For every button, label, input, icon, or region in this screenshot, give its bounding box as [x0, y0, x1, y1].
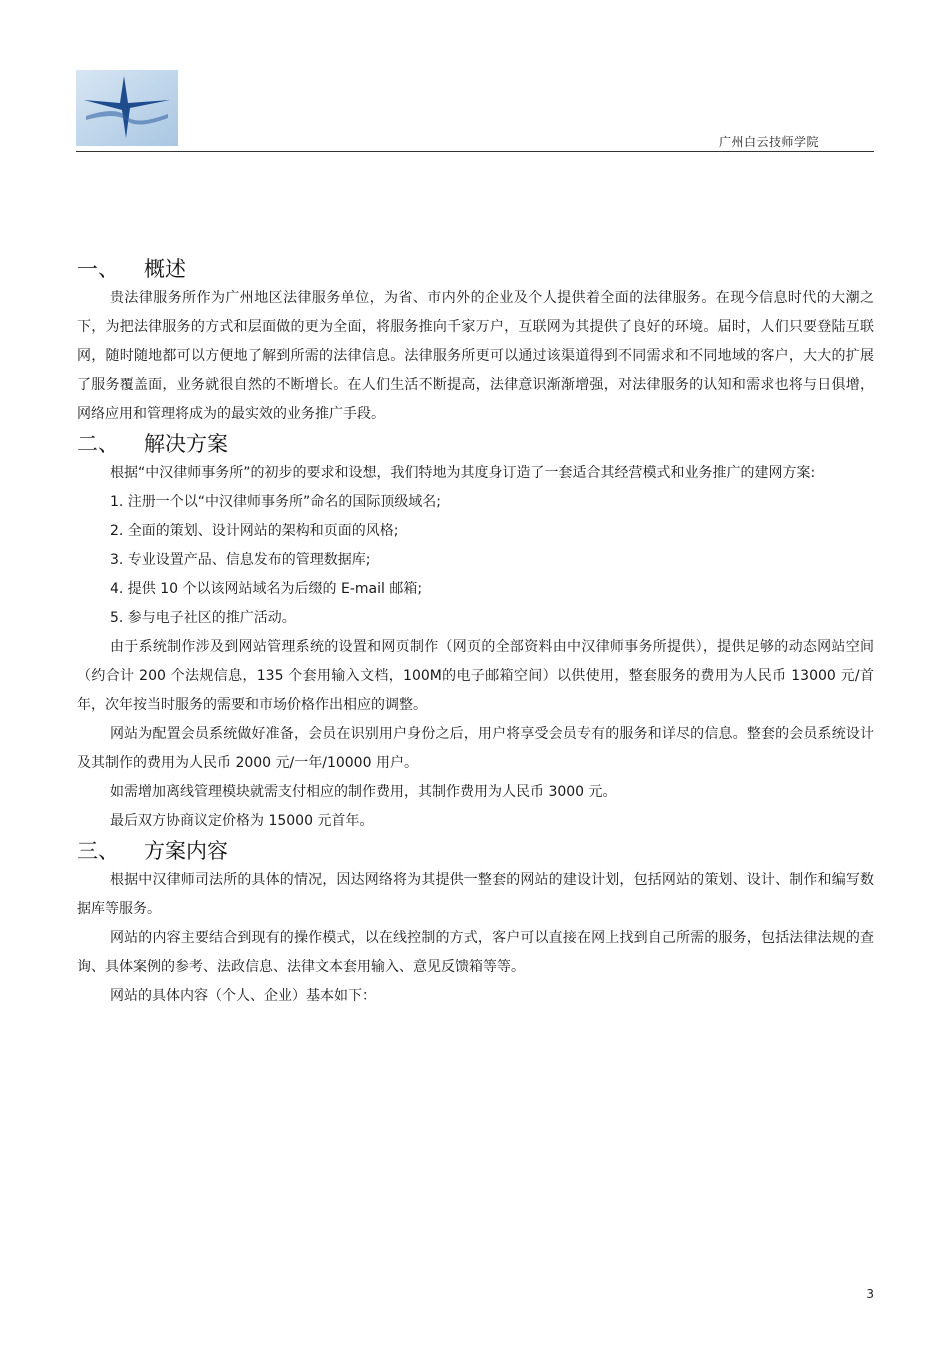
section-title: 概述: [144, 257, 186, 281]
page-number: 3: [866, 1287, 874, 1301]
paragraph: 最后双方协商议定价格为 15000 元首年。: [110, 813, 374, 829]
paragraph: 如需增加离线管理模块就需支付相应的制作费用，其制作费用为人民币 3000 元。: [110, 784, 617, 800]
section-number: 二、: [77, 432, 119, 456]
paragraph: 网站为配置会员系统做好准备，会员在识别用户身份之后，用户将享受会员专有的服务和详尽的信息。整套的会员系统设计及其制作的费用为人民币 2000 元/一年/10000 用户。: [77, 726, 874, 771]
paragraph: 网站的具体内容（个人、企业）基本如下：: [110, 988, 376, 1004]
paragraph: 贵法律服务所作为广州地区法律服务单位，为省、市内外的企业及个人提供着全面的法律服务。在现今信息时代的大潮之下，为把法律服务的方式和层面做的更为全面，将服务推向千家万户，互联网为其提供了良好的环境。届时，人们只要登陆互联网，随时随地都可以方便地了解到所需的法律信息。法律服务所更可以通过该渠道得到不同需求和不同地域的客户，大大的扩展了服务覆盖面，业务就很自然的不断增长。在人们生活不断提高，法律意识渐渐增强，对法律服务的认知和需求也将与日俱增，网络应用和管理将成为的最实效的业务推广手段。: [77, 290, 874, 422]
list-item: 5. 参与电子社区的推广活动。: [110, 610, 296, 626]
star-cross-logo-icon: [76, 70, 178, 146]
list-item: 2. 全面的策划、设计网站的架构和页面的风格;: [110, 523, 399, 539]
section-number: 一、: [77, 257, 119, 281]
school-logo: [76, 70, 178, 146]
list-item: 3. 专业设置产品、信息发布的管理数据库;: [110, 552, 371, 568]
document-body: [77, 254, 874, 1011]
paragraph: 根据“中汉律师事务所”的初步的要求和设想，我们特地为其度身订造了一套适合其经营模式和业务推广的建网方案:: [110, 465, 816, 481]
list-item: 4. 提供 10 个以该网站域名为后缀的 E-mail 邮箱;: [110, 581, 423, 597]
section-heading-overview: [77, 254, 874, 284]
section-title: 方案内容: [144, 839, 228, 863]
solution-list: [77, 488, 874, 633]
section-heading-solution: [77, 429, 874, 459]
section-title: 解决方案: [144, 432, 228, 456]
paragraph: 根据中汉律师司法所的具体的情况，因达网络将为其提供一整套的网站的建设计划，包括网站的策划、设计、制作和编写数据库等服务。: [77, 872, 874, 917]
list-item: 1. 注册一个以“中汉律师事务所”命名的国际顶级域名;: [110, 494, 442, 510]
header-divider: [76, 151, 874, 152]
paragraph: 网站的内容主要结合到现有的操作模式，以在线控制的方式，客户可以直接在网上找到自己所需的服务，包括法律法规的查询、具体案例的参考、法政信息、法律文本套用输入、意见反馈箱等等。: [77, 930, 874, 975]
section-heading-content: [77, 836, 874, 866]
school-name: 广州白云技师学院: [718, 135, 819, 149]
section-number: 三、: [77, 839, 119, 863]
paragraph: 由于系统制作涉及到网站管理系统的设置和网页制作（网页的全部资料由中汉律师事务所提供），提供足够的动态网站空间（约合计 200 个法规信息，135 个套用输入文档，100M的电子邮箱空间）以供使用，整套服务的费用为人民币 13000 元/首年，次年按当时服务的需要和市场价格作出相应的调整。: [77, 639, 874, 713]
